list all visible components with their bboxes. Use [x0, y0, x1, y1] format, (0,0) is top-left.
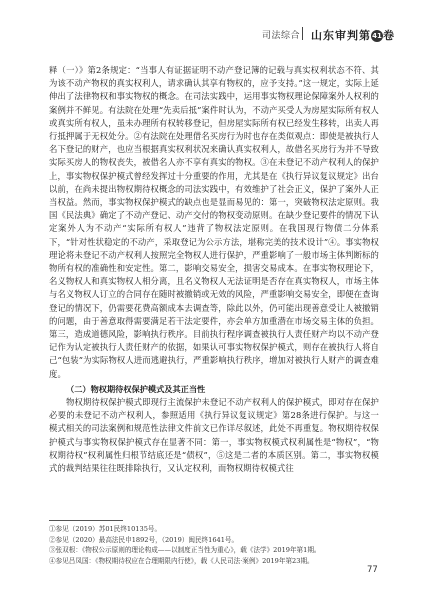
- footnote: [49, 524, 379, 535]
- footnote-marker: ①: [49, 525, 56, 533]
- footnote-text: 参见（2019）苏01民终10135号。: [55, 525, 162, 533]
- footnote-marker: ②: [49, 535, 56, 544]
- section-subheading: （二）物权期待权保护模式及其正当性: [66, 383, 206, 394]
- footnote-text: 参见（2020）最高法民申1892号，（2019）闽民终1641号。: [55, 535, 239, 544]
- article-body: [49, 64, 379, 475]
- body-paragraph: 物权期待权保护模式即现行主流保护未登记不动产权利人的保护模式，即对存在保护必要的未登记不动产权利人，参照适用《执行异议复议规定》第28条进行保护。与这一模式相关的司法案例和规范性法律文件前文已作详尽叙述，此处不再重复。物权期待权保护模式与事实物权保护模式存在显著不同：第一，事实物权模式权利属性是“物权”，“物权期待权”权利属性归根节结底还是“债权”，⑤这是二者的本质区别。第二，事实物权模式的裁判结果往往既排除执行，又认定权利，而物权期待权模式往: [49, 397, 379, 474]
- footnote-text: 张双根：《物权公示原则的理论构成——以制度正当性为重心》，载《法学》2019年第1期。: [55, 546, 321, 554]
- footnote: [49, 545, 379, 556]
- header-divider: [302, 27, 303, 40]
- footnote: [49, 556, 379, 567]
- footnote-marker: ③: [49, 546, 56, 554]
- footnote-text: 参见吕凤国：《物权期待权应在合理期限内行使》，载《人民司法·案例》2019年第23期。: [55, 556, 314, 565]
- section-label: 司法综合: [262, 31, 301, 41]
- body-paragraph: 释（一）》第2条规定：“当事人有证据证明不动产登记簿的记载与真实权利状态不符、其为该不动产物权的真实权利人，请求确认其享有物权的，应予支持。”这一规定，实际上延伸出了法律物权和事实物权的概念。在司法实践中，运用事实物权理论保障案外人权利的案例并不鲜见。有法院在处理“先卖后抵”案件时认为，不动产买受人为房屋实际所有权人或真实所有权人，虽未办理所有权转移登记，但房屋实际所有权已经发生移转，出卖人再行抵押属于无权处分。②有法院在处理借名买房行为时也存在类似观点：即使是被执行人名下登记的财产，也应当根据真实权利状况来确认真实权利人，故借名买房行为并不导致实际买房人的物权丧失，被借名人亦不享有真实的物权。③在未登记不动产权利人的保护上，事实物权保护模式曾经发挥过十分重要的作用，尤其是在《执行异议复议规定》出台以前，在尚未提出物权期待权概念的司法实践中，有效维护了社会正义，保护了案外人正当权益。然而，事实物权保护模式的缺点也是显而易见的：第一，突破物权法定原则。我国《民法典》确定了不动产登记、动产交付的物权变动原则。在缺少登记要件的情况下认定案外人为不动产“实际所有权人”违背了物权法定原则。在我国现行物债二分体系下，“针对性状稳定的不动产，采取登记为公示方法，堪称完美的技术设计”④。事实物权理论将未登记不动产权利人按照完全物权人进行保护，严重影响了一般市场主体判断标的物所有权的准确性和安定性。第二，影响交易安全，损害交易成本。在事实物权理论下，名义物权人和真实物权人相分离，且名义物权人无法证明是否存在真实物权人，市场主体与名义物权人订立的合同存在随时被撤销或无效的风险，严重影响交易安全，即便在查询登记的情况下，仍需要花费高额成本去调查等，除此以外，仍可能出现善意受让人被撤销的问题，由于善意取得需要满足若干法定要件，亦会单方加重潜在市场交易主体的负担。第三，造成道德风险，影响执行秩序。目前执行程序调查被执行人责任财产均以不动产登记作为认定被执行人责任财产的依据，如果认可事实物权保护模式，则存在被执行人将自己“包装”为实际物权人进而逃避执行，严重影响执行秩序，增加对被执行人财产的调查难度。: [49, 65, 379, 379]
- journal-title: [311, 27, 395, 43]
- footnote-rule: [49, 520, 123, 521]
- volume-suffix: 卷: [383, 29, 395, 42]
- footnotes: [49, 520, 379, 566]
- volume-number-badge: 41: [372, 32, 382, 40]
- page-number: 77: [367, 565, 378, 575]
- footnote-marker: ④: [49, 556, 56, 565]
- journal-name: 山东审判第: [311, 29, 371, 42]
- footnote: [49, 535, 379, 546]
- running-header: [0, 28, 427, 46]
